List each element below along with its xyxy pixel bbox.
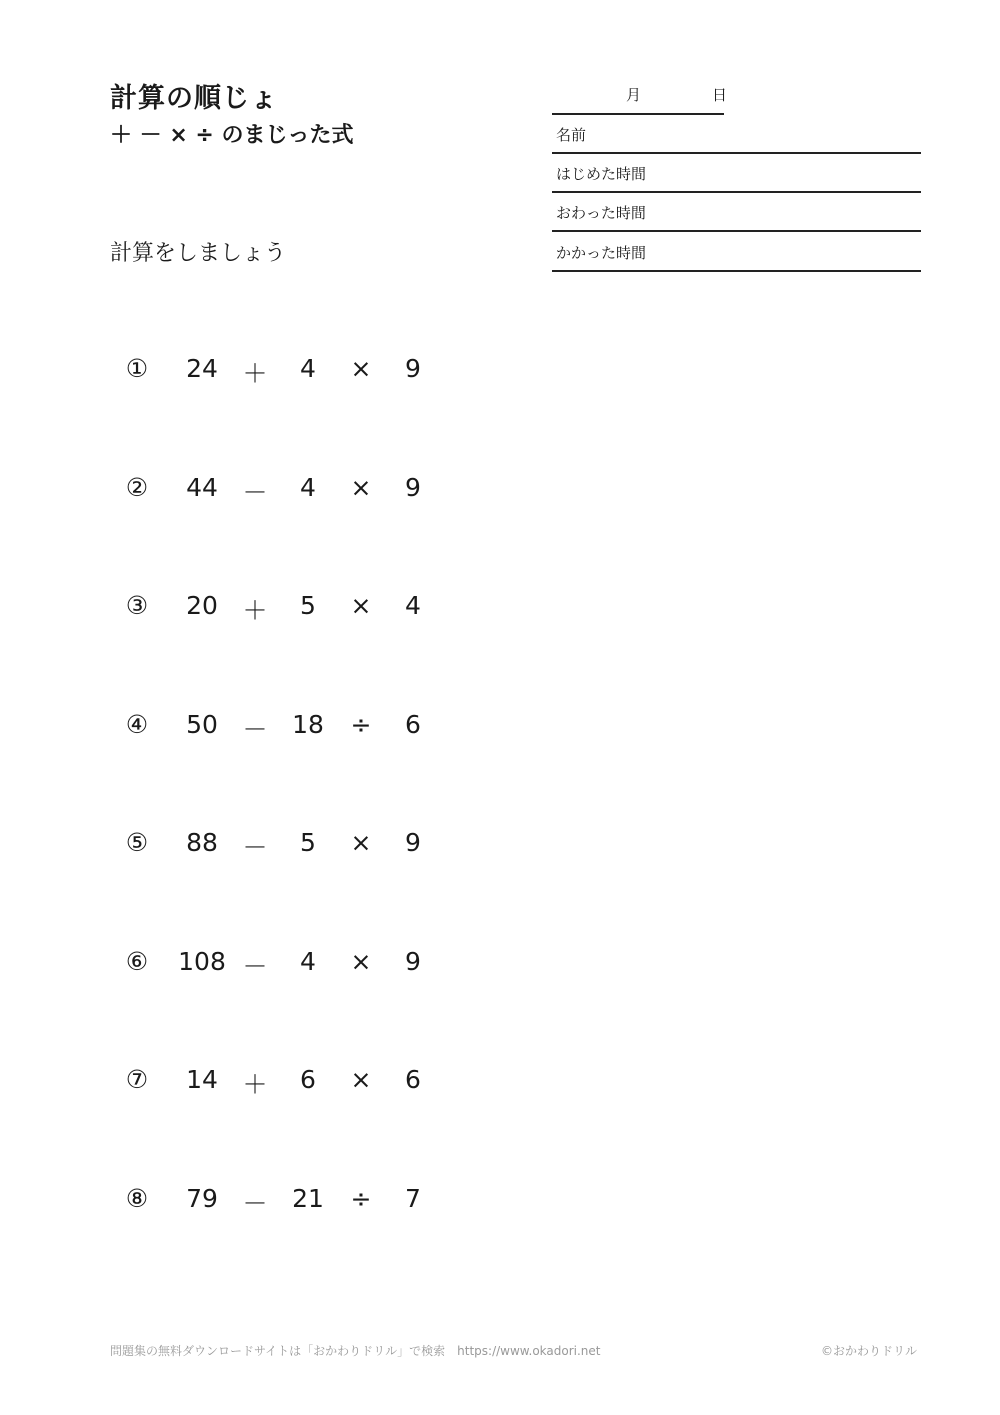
operand-c: 9	[405, 947, 421, 976]
operator-1: －	[242, 952, 268, 981]
operator-1: －	[242, 1189, 268, 1218]
problem-row	[0, 1180, 600, 1220]
problem-row	[0, 943, 600, 983]
page-subtitle: ＋ － × ÷ のまじった式	[110, 123, 354, 148]
operator-2: ÷	[350, 710, 372, 739]
operand-c: 7	[405, 1184, 421, 1213]
problem-row	[0, 706, 600, 746]
date-field[interactable]	[552, 82, 728, 115]
day-label: 日	[712, 86, 728, 104]
operand-a: 44	[186, 473, 218, 502]
operator-1: ＋	[242, 1070, 268, 1099]
problem-number: ②	[125, 473, 149, 502]
name-label: 名前	[556, 126, 587, 144]
operator-2: ×	[350, 473, 372, 502]
operand-b: 21	[292, 1184, 324, 1213]
problem-number: ⑥	[125, 947, 149, 976]
operand-a: 20	[186, 591, 218, 620]
name-field[interactable]	[552, 115, 921, 154]
start-time-label: はじめた時間	[556, 165, 647, 183]
operand-a: 79	[186, 1184, 218, 1213]
problem-row	[0, 350, 600, 390]
page-title: 計算の順じょ	[110, 83, 278, 114]
month-label: 月	[626, 86, 642, 104]
end-time-field[interactable]	[552, 193, 921, 232]
operator-1: ＋	[242, 596, 268, 625]
elapsed-time-label: かかった時間	[556, 244, 647, 262]
problem-number: ①	[125, 354, 149, 383]
operand-c: 9	[405, 354, 421, 383]
operand-a: 24	[186, 354, 218, 383]
operator-2: ×	[350, 828, 372, 857]
operator-1: －	[242, 715, 268, 744]
problem-row	[0, 469, 600, 509]
operand-b: 6	[300, 1065, 316, 1094]
operator-1: －	[242, 833, 268, 862]
problem-row	[0, 587, 600, 627]
operand-b: 18	[292, 710, 324, 739]
operand-b: 5	[300, 591, 316, 620]
operand-b: 4	[300, 473, 316, 502]
end-time-label: おわった時間	[556, 204, 646, 222]
operator-2: ×	[350, 947, 372, 976]
operator-1: －	[242, 478, 268, 507]
problem-number: ③	[125, 591, 149, 620]
operand-c: 9	[405, 473, 421, 502]
operator-2: ÷	[350, 1184, 372, 1213]
operator-2: ×	[350, 354, 372, 383]
operand-c: 4	[405, 591, 421, 620]
footer-copyright: ©おかわりドリル	[820, 1344, 917, 1358]
problem-number: ④	[125, 710, 149, 739]
problem-number: ⑤	[125, 828, 149, 857]
operand-a: 108	[178, 947, 226, 976]
problem-row	[0, 1061, 600, 1101]
operand-b: 5	[300, 828, 316, 857]
operand-c: 6	[405, 1065, 421, 1094]
problem-number: ⑦	[125, 1065, 149, 1094]
operand-a: 14	[186, 1065, 218, 1094]
problem-number: ⑧	[125, 1184, 149, 1213]
operator-2: ×	[350, 591, 372, 620]
start-time-field[interactable]	[552, 154, 921, 193]
operator-2: ×	[350, 1065, 372, 1094]
problem-row	[0, 824, 600, 864]
elapsed-time-field[interactable]	[552, 233, 921, 272]
operator-1: ＋	[242, 359, 268, 388]
operand-b: 4	[300, 354, 316, 383]
operand-c: 9	[405, 828, 421, 857]
instruction-text: 計算をしましょう	[110, 241, 287, 266]
footer-site-text: 問題集の無料ダウンロードサイトは「おかわりドリル」で検索 https://www.okadori.net	[110, 1344, 601, 1358]
operand-a: 50	[186, 710, 218, 739]
operand-b: 4	[300, 947, 316, 976]
operand-a: 88	[186, 828, 218, 857]
operand-c: 6	[405, 710, 421, 739]
